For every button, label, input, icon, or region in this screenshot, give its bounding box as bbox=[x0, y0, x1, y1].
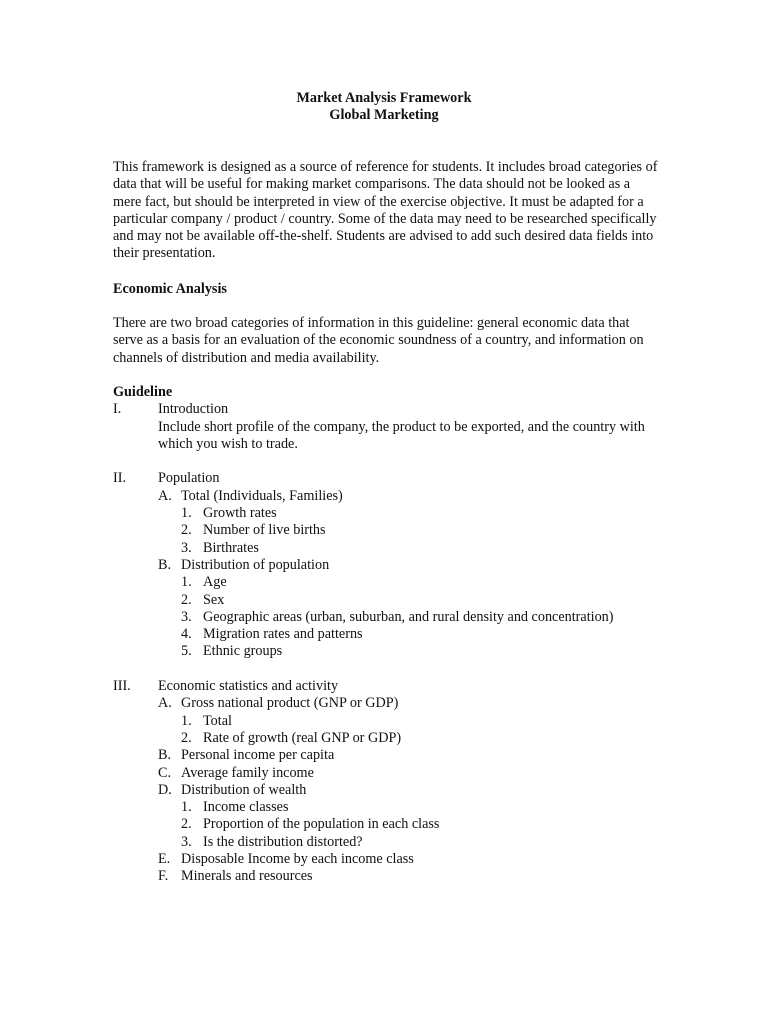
subitem-number: 1. bbox=[181, 799, 192, 816]
subitem-label: Income classes bbox=[203, 799, 289, 816]
guideline-heading-row bbox=[113, 384, 673, 401]
outline-item bbox=[113, 868, 673, 885]
subitem-label: Birthrates bbox=[203, 539, 259, 556]
item-letter: B. bbox=[158, 747, 172, 764]
outline-subitem bbox=[113, 522, 673, 539]
item-letter: D. bbox=[158, 781, 172, 798]
section-title: Economic statistics and activity bbox=[158, 678, 339, 695]
item-letter: A. bbox=[158, 695, 172, 712]
outline-item bbox=[113, 488, 673, 505]
subitem-label: Sex bbox=[203, 591, 225, 608]
guideline-outline bbox=[113, 384, 673, 886]
section-text-row bbox=[113, 419, 673, 454]
subitem-number: 3. bbox=[181, 833, 192, 850]
item-letter: C. bbox=[158, 764, 172, 781]
document-title: Market Analysis Framework bbox=[296, 90, 472, 106]
subitem-number: 1. bbox=[181, 712, 192, 729]
section-numeral: II. bbox=[113, 470, 126, 487]
intro-paragraph: This framework is designed as a source of reference for students. It includes broad categories of data that will be useful for making market comparisons. The data should not be looked as a mere fact, but should be interpreted in view of the exercise objective. It must be adapted for a particular company / product / country. Some of the data may need to be researched specifically and may not be available off-the-shelf. Students are advised to add such desired data fields into their presentation. bbox=[113, 159, 658, 262]
section-numeral: I. bbox=[113, 401, 122, 418]
item-label: Distribution of population bbox=[181, 556, 330, 573]
item-label: Minerals and resources bbox=[181, 868, 313, 885]
outline-subitem bbox=[113, 799, 673, 816]
economic-analysis-paragraph: There are two broad categories of information in this guideline: general economic data that serve as a basis for an evaluation of the economic soundness of a country, and information on channels of distribution and media availability. bbox=[113, 315, 644, 366]
section-row bbox=[113, 678, 673, 695]
item-letter: E. bbox=[158, 851, 171, 868]
subitem-number: 2. bbox=[181, 591, 192, 608]
section-row bbox=[113, 401, 673, 418]
section-numeral: III. bbox=[113, 678, 131, 695]
item-label: Total (Individuals, Families) bbox=[181, 487, 343, 504]
subitem-number: 1. bbox=[181, 505, 192, 522]
item-label: Disposable Income by each income class bbox=[181, 851, 414, 868]
subitem-number: 2. bbox=[181, 522, 192, 539]
outline-item bbox=[113, 747, 673, 764]
outline-subitem bbox=[113, 713, 673, 730]
outline-item bbox=[113, 851, 673, 868]
item-label: Distribution of wealth bbox=[181, 781, 307, 798]
outline-subitem bbox=[113, 643, 673, 660]
subitem-label: Geographic areas (urban, suburban, and rural density and concentration) bbox=[203, 608, 614, 625]
outline-subitem bbox=[113, 626, 673, 643]
outline-item bbox=[113, 695, 673, 712]
outline-subitem bbox=[113, 592, 673, 609]
subitem-label: Migration rates and patterns bbox=[203, 626, 363, 643]
outline-subitem bbox=[113, 609, 673, 626]
item-label: Gross national product (GNP or GDP) bbox=[181, 695, 399, 712]
subitem-number: 2. bbox=[181, 816, 192, 833]
subitem-label: Growth rates bbox=[203, 505, 277, 522]
outline-item bbox=[113, 782, 673, 799]
economic-analysis-heading: Economic Analysis bbox=[113, 281, 227, 297]
subitem-label: Is the distribution distorted? bbox=[203, 833, 363, 850]
section-title: Introduction bbox=[158, 401, 229, 418]
subitem-label: Age bbox=[203, 574, 227, 591]
outline-subitem bbox=[113, 730, 673, 747]
section-row bbox=[113, 470, 673, 487]
subitem-number: 3. bbox=[181, 539, 192, 556]
subitem-label: Ethnic groups bbox=[203, 643, 283, 660]
subitem-number: 3. bbox=[181, 608, 192, 625]
item-letter: F. bbox=[158, 868, 169, 885]
document-subtitle: Global Marketing bbox=[329, 107, 439, 124]
spacer bbox=[113, 661, 673, 678]
guideline-heading: Guideline bbox=[113, 384, 173, 400]
section-text: Include short profile of the company, the product to be exported, and the country with which you wish to trade. bbox=[158, 418, 645, 452]
subitem-number: 2. bbox=[181, 729, 192, 746]
item-label: Average family income bbox=[181, 764, 314, 781]
subitem-label: Proportion of the population in each class bbox=[203, 816, 440, 833]
outline-subitem bbox=[113, 816, 673, 833]
subitem-label: Total bbox=[203, 712, 232, 729]
outline-item bbox=[113, 557, 673, 574]
outline-subitem bbox=[113, 540, 673, 557]
subitem-number: 4. bbox=[181, 626, 192, 643]
item-letter: B. bbox=[158, 556, 172, 573]
outline-subitem bbox=[113, 574, 673, 591]
subitem-label: Number of live births bbox=[203, 522, 326, 539]
item-label: Personal income per capita bbox=[181, 747, 335, 764]
subitem-label: Rate of growth (real GNP or GDP) bbox=[203, 729, 402, 746]
title-block bbox=[0, 90, 768, 125]
subitem-number: 1. bbox=[181, 574, 192, 591]
outline-subitem bbox=[113, 505, 673, 522]
spacer bbox=[113, 453, 673, 470]
section-title: Population bbox=[158, 470, 220, 487]
item-letter: A. bbox=[158, 487, 172, 504]
outline-item bbox=[113, 765, 673, 782]
subitem-number: 5. bbox=[181, 643, 192, 660]
outline-subitem bbox=[113, 834, 673, 851]
